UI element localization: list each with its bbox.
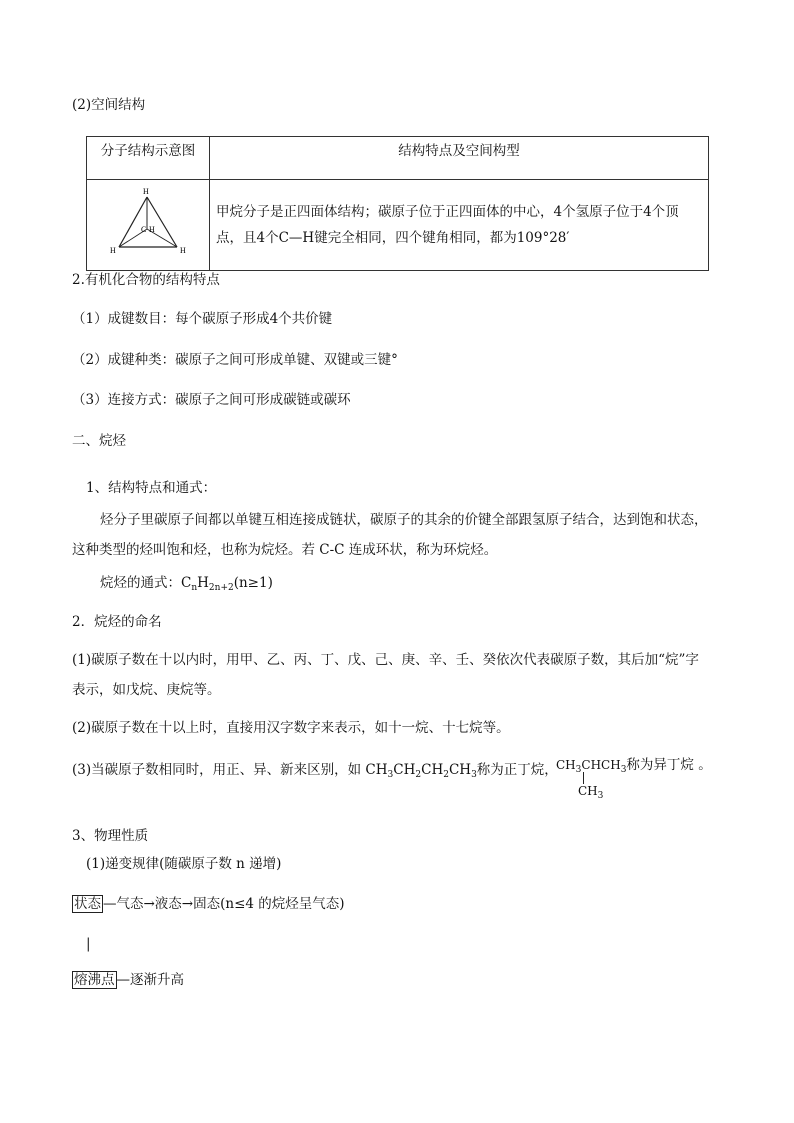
atom-h-center: H [149, 225, 155, 234]
atom-h-left: H [110, 246, 116, 255]
connector-bar: | [86, 936, 91, 952]
methane-diagram-cell [87, 180, 210, 271]
methane-structure-description: 甲烷分子是正四面体结构；碳原子位于正四面体的中心，4个氢原子位于4个顶点，且4个C—H键完全相同，四个键角相同，都为109°28′ [210, 180, 709, 271]
subsection-title-structure-formula: 1、结构特点和通式： [86, 480, 217, 496]
table-header-diagram: 分子结构示意图 [87, 137, 210, 180]
atom-h-right: H [180, 246, 186, 255]
subsection-title-physical-properties: 3、物理性质 [72, 828, 149, 844]
naming-rule-1: (1)碳原子数在十以内时，用甲、乙、丙、丁、戊、己、庚、辛、壬、癸依次代表碳原子数，其后加“烷”字 [72, 652, 699, 668]
list-item: （2）成键种类：碳原子之间可形成单键、双键或三键° [72, 352, 398, 368]
state-label-box: 状态 [74, 896, 101, 912]
general-formula: 烷烃的通式：$C_nH_{2n+2}(n\ge 1)$ [100, 575, 273, 593]
list-item: （3）连接方式：碳原子之间可形成碳链或碳环 [72, 392, 351, 408]
atom-c-center: C [141, 225, 147, 234]
naming-rule-1-cont: 表示，如戊烷、庚烷等。 [72, 682, 221, 698]
naming-rule-3: (3)当碳原子数相同时，用正、异、新来区别，如 $CH_3CH_2CH_2CH_3$称为正丁烷， [72, 762, 558, 780]
methane-structure-table [86, 136, 709, 271]
table-header-features: 结构特点及空间构型 [210, 137, 709, 180]
isobutane-branch-bond [583, 772, 584, 784]
part-title-alkanes: 二、烷烃 [72, 433, 126, 449]
methane-tetrahedron-figure [103, 187, 193, 259]
isobutane-branch: $CH_3$ [578, 784, 604, 801]
naming-rule-2: (2)碳原子数在十以上时，直接用汉字数字来表示，如十一烷、十七烷等。 [72, 720, 510, 736]
atom-h-top: H [143, 187, 149, 196]
paragraph-line: 这种类型的烃叫饱和烃，也称为烷烃。若 C-C 连成环状，称为环烷烃。 [72, 542, 498, 558]
section-title-space-structure: (2)空间结构 [72, 97, 146, 113]
section-title-organic-structure: 2.有机化合物的结构特点 [72, 272, 220, 288]
paragraph-line: 烃分子里碳原子间都以单键互相连接成链状，碳原子的其余的价键全部跟氢原子结合，达到饱和状态， [100, 512, 708, 528]
isobutane-main-chain: $CH_3CHCH_3$称为异丁烷 。 [556, 757, 712, 775]
subsection-title-naming: 2．烷烃的命名 [72, 614, 162, 630]
trend-subtitle: (1)递变规律(随碳原子数 n 递增) [86, 856, 282, 872]
boiling-point-trend: 熔沸点 —逐渐升高 [74, 972, 184, 988]
list-item: （1）成键数目：每个碳原子形成4个共价键 [72, 311, 333, 327]
isobutane-structure [556, 757, 712, 801]
boiling-point-label-box: 熔沸点 [74, 972, 115, 988]
state-trend: 状态 —气态→液态→固态(n≤4 的烷烃呈气态) [74, 896, 345, 912]
